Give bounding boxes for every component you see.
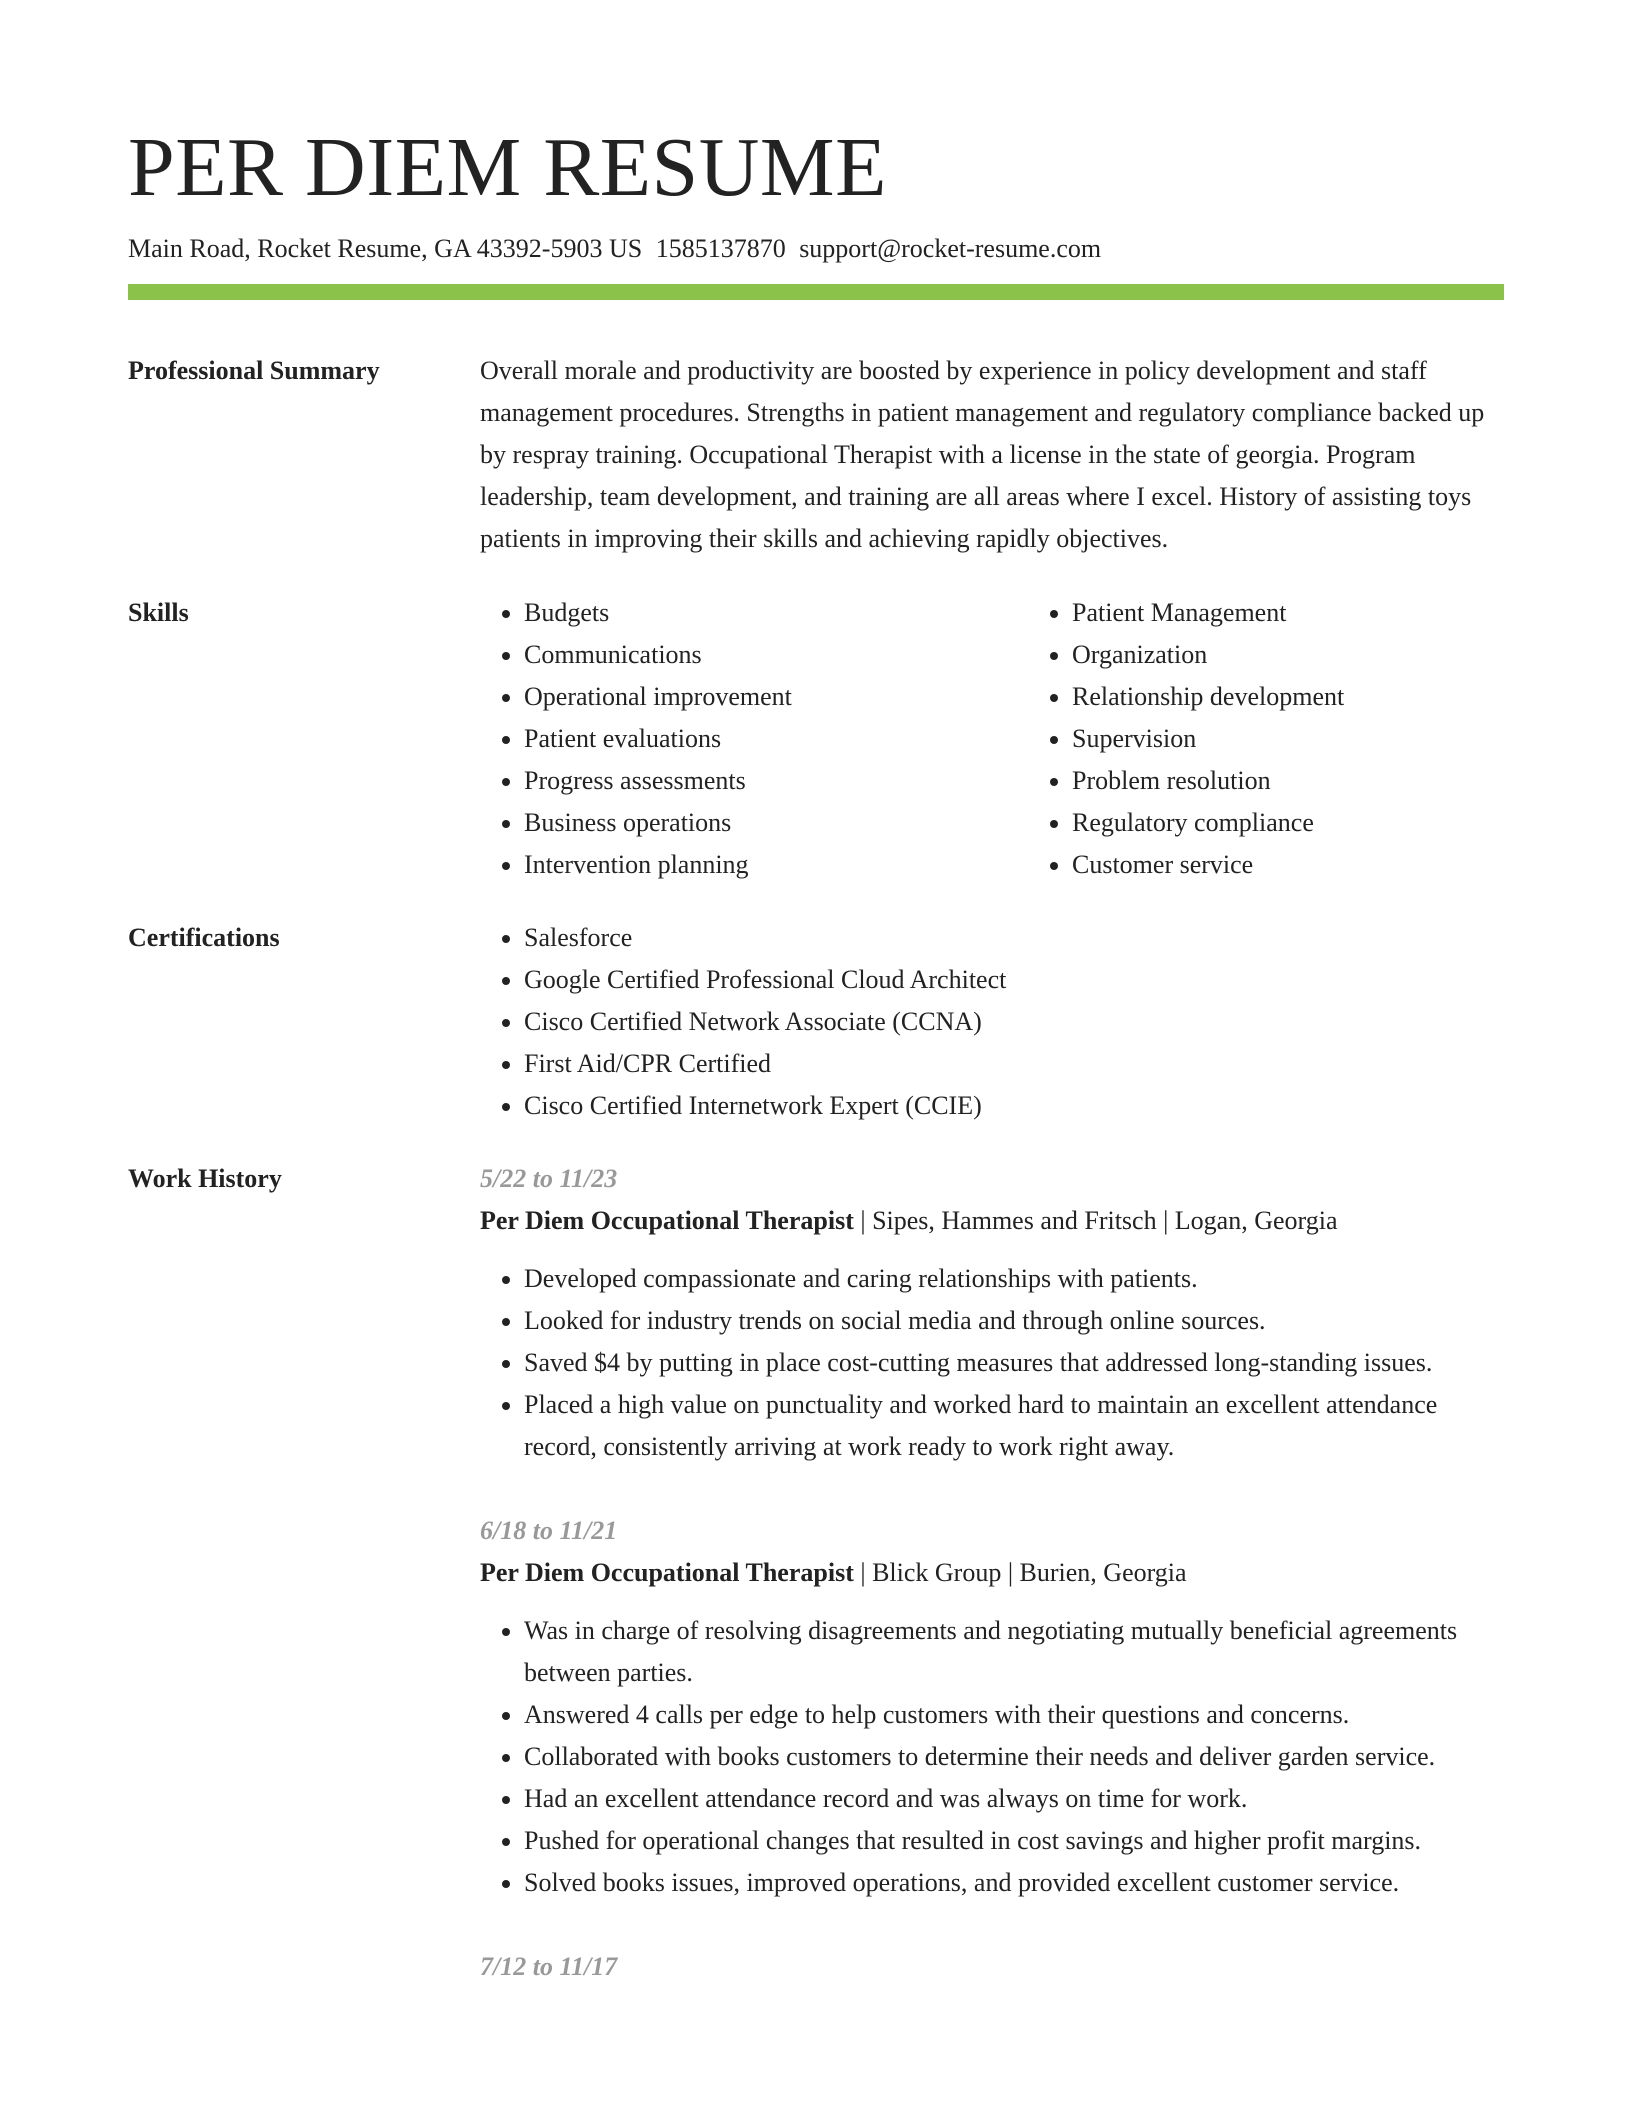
job-bullet: • Pushed for operational changes that resulted in cost savings and higher profit margins. — [524, 1820, 1504, 1862]
certification-item: • First Aid/CPR Certified — [524, 1043, 1504, 1085]
summary-text: Overall morale and productivity are boosted by experience in policy development and staff management procedures. Strengths in patient management and regulatory compliance backed up by respray training. Occupational Therapist with a license in the state of georgia. Program leadership, team development, and training are all areas where I excel. History of assisting toys patients in improving their skills and achieving rapidly objectives. — [480, 356, 1485, 553]
skills-list-left — [480, 592, 1028, 886]
job-title-line — [480, 1200, 1504, 1242]
section-title-certifications: Certifications — [128, 923, 280, 952]
skill-item: • Communications — [524, 634, 1028, 676]
resume-page — [128, 0, 1504, 1988]
job-details: | Blick Group | Burien, Georgia — [853, 1558, 1187, 1587]
contact-address: Main Road, Rocket Resume, GA 43392-5903 US — [128, 234, 643, 263]
header-divider — [128, 284, 1504, 300]
skill-item: • Patient Management — [1072, 592, 1576, 634]
contact-line — [128, 232, 1504, 266]
skill-item: • Patient evaluations — [524, 718, 1028, 760]
certification-item: • Cisco Certified Network Associate (CCNA) — [524, 1001, 1504, 1043]
job-bullet: • Had an excellent attendance record and was always on time for work. — [524, 1778, 1504, 1820]
skill-item: • Progress assessments — [524, 760, 1028, 802]
job-bullet: • Collaborated with books customers to determine their needs and deliver garden service. — [524, 1736, 1504, 1778]
job-dates: 7/12 to 11/17 — [480, 1952, 618, 1981]
job-bullet: • Was in charge of resolving disagreements and negotiating mutually beneficial agreements between parties. — [524, 1610, 1504, 1694]
job-dates: 5/22 to 11/23 — [480, 1164, 618, 1193]
job-bullets — [480, 1258, 1504, 1468]
job-dates: 6/18 to 11/21 — [480, 1516, 618, 1545]
certifications-list — [480, 917, 1504, 1127]
section-title-work-history: Work History — [128, 1164, 282, 1193]
job-title: Per Diem Occupational Therapist — [480, 1558, 854, 1587]
skill-item: • Supervision — [1072, 718, 1576, 760]
skill-item: • Problem resolution — [1072, 760, 1576, 802]
job-bullet: • Saved $4 by putting in place cost-cutting measures that addressed long-standing issues. — [524, 1342, 1504, 1384]
work-history-section — [128, 1158, 1504, 1988]
summary-section — [128, 350, 1504, 560]
job-bullet: • Answered 4 calls per edge to help customers with their questions and concerns. — [524, 1694, 1504, 1736]
certifications-section — [128, 917, 1504, 1127]
certification-item: • Cisco Certified Internetwork Expert (CCIE) — [524, 1085, 1504, 1127]
job-bullet: • Developed compassionate and caring relationships with patients. — [524, 1258, 1504, 1300]
skill-item: • Intervention planning — [524, 844, 1028, 886]
resume-name: PER DIEM RESUME — [128, 121, 887, 214]
job-bullet: • Placed a high value on punctuality and worked hard to maintain an excellent attendance record, consistently arriving at work ready to work right away. — [524, 1384, 1504, 1468]
skill-item: • Business operations — [524, 802, 1028, 844]
skill-item: • Budgets — [524, 592, 1028, 634]
certification-item: • Google Certified Professional Cloud Architect — [524, 959, 1504, 1001]
skill-item: • Customer service — [1072, 844, 1576, 886]
job-entry — [480, 1946, 1504, 1988]
job-bullet: • Looked for industry trends on social media and through online sources. — [524, 1300, 1504, 1342]
skill-item: • Regulatory compliance — [1072, 802, 1576, 844]
job-details: | Sipes, Hammes and Fritsch | Logan, Georgia — [853, 1206, 1338, 1235]
job-entry — [480, 1158, 1504, 1468]
certification-item: • Salesforce — [524, 917, 1504, 959]
job-bullet: • Solved books issues, improved operations, and provided excellent customer service. — [524, 1862, 1504, 1904]
job-bullets — [480, 1610, 1504, 1904]
job-title: Per Diem Occupational Therapist — [480, 1206, 854, 1235]
skills-list-right — [1028, 592, 1576, 886]
section-title-summary: Professional Summary — [128, 356, 380, 385]
skill-item: • Organization — [1072, 634, 1576, 676]
job-entry — [480, 1510, 1504, 1904]
skills-section — [128, 592, 1504, 886]
section-title-skills: Skills — [128, 598, 189, 627]
contact-email[interactable]: support@rocket-resume.com — [799, 234, 1102, 263]
skill-item: • Operational improvement — [524, 676, 1028, 718]
skill-item: • Relationship development — [1072, 676, 1576, 718]
contact-phone: 1585137870 — [655, 234, 786, 263]
job-title-line — [480, 1552, 1504, 1594]
